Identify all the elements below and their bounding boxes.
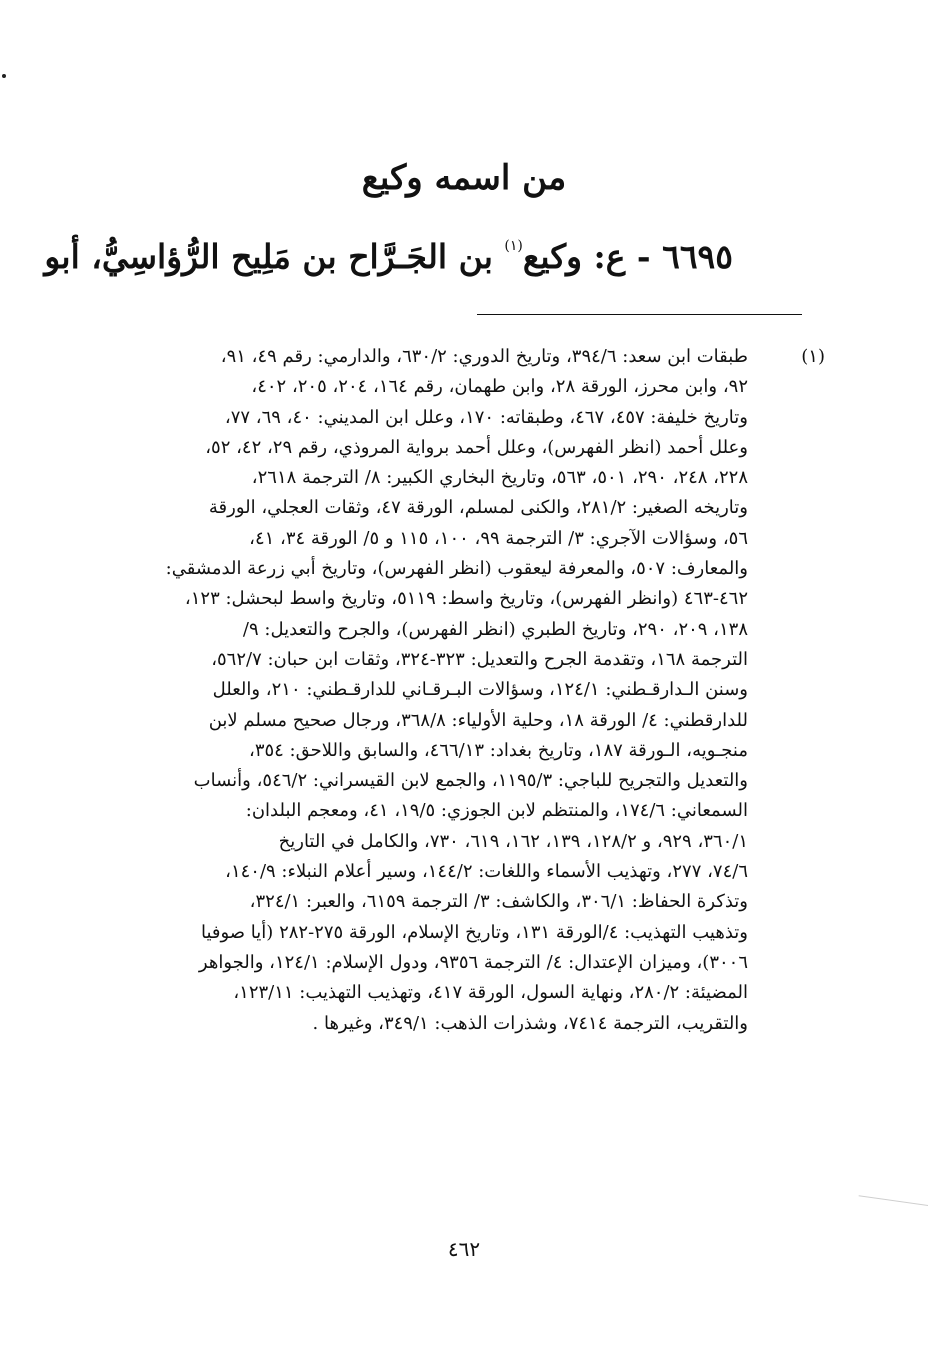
- footnote-line: ٥٦، وسؤالات الآجري: ٣/ الترجمة ٩٩، ١٠٠، ١١٥ و ٥/ الورقة ٣٤، ٤١،: [249, 527, 748, 549]
- footnote-line: وتاريخه الصغير: ٢٨١/٢، والكنى لمسلم، الورقة ٤٧، وثقات العجلي، الورقة: [208, 497, 748, 519]
- footnote-line: السمعاني: ١٧٤/٦، والمنتظم لابن الجوزي: ١٩/٥، ٤١، ومعجم البلدان:: [245, 800, 748, 822]
- footnote-line: والتعديل والتجريح للباجي: ١١٩٥/٣، والجمع لابن القيسراني: ٥٤٦/٢، وأنساب: [193, 770, 748, 792]
- footnote-line: ٤٦٢-٤٦٣ (وانظر الفهرس)، وتاريخ واسط: ٥١١٩، وتاريخ واسط لبحشل: ١٢٣،: [184, 588, 748, 610]
- page-number: ٤٦٢: [447, 1237, 481, 1261]
- footnote-line: ٣٦٠/١، ٩٢٩، و ١٢٨/٢، ١٣٩، ١٦٢، ٦١٩، ٧٣٠، والكامل في التاريخ: [278, 830, 748, 852]
- footnote-separator-rule: [477, 314, 802, 315]
- entry-symbol: ع:: [593, 237, 626, 276]
- footnote-line: ٣٠٠٦)، وميزان الإعتدال: ٤/ الترجمة ٩٣٥٦، ودول الإسلام: ١٢٤/١، والجواهر: [198, 951, 748, 973]
- footnote-line: وتاريخ خليفة: ٤٥٧، ٤٦٧، وطبقاته: ١٧٠، وعلل ابن المديني: ٤٠، ٦٩، ٧٧،: [224, 406, 748, 428]
- section-title: من اسمه وكيع: [361, 158, 567, 198]
- footnote-line: ٩٢، وابن محرز، الورقة ٢٨، وابن طهمان، رقم ١٦٤، ٢٠٤، ٢٠٥، ٤٠٢،: [251, 376, 748, 398]
- entry-separator: -: [636, 237, 651, 276]
- footnote-line: للدارقطني: ٤/ الورقة ١٨، وحلية الأولياء: ٣٦٨/٨، ورجال صحيح مسلم لابن: [208, 709, 748, 731]
- footnote-line: وتذهيب التهذيب: ٤/الورقة ١٣١، وتاريخ الإسلام، الورقة ٢٧٥-٢٨٢ (أيا صوفيا: [200, 921, 748, 943]
- footnote-line: والتقريب، الترجمة ٧٤١٤، وشذرات الذهب: ٣٤٩/١، وغيرها .: [312, 1012, 748, 1034]
- footnote-line: طبقات ابن سعد: ٣٩٤/٦، وتاريخ الدوري: ٦٣٠/٢، والدارمي: رقم ٤٩، ٩١،: [220, 346, 748, 367]
- footnote-line: والمعارف: ٥٠٧، والمعرفة ليعقوب (انظر الفهرس)، وتاريخ أبي زرعة الدمشقي:: [165, 558, 748, 580]
- footnote-body: [103, 342, 748, 1039]
- scan-speck: [2, 74, 6, 78]
- footnote-line: الترجمة ١٦٨، وتقدمة الجرح والتعديل: ٣٢٣-٣٢٤، وثقات ابن حبان: ٥٦٢/٧،: [211, 648, 748, 670]
- entry-number: ٦٦٩٥: [662, 237, 733, 276]
- footnote-line: وتذكرة الحفاظ: ٣٠٦/١، والكاشف: ٣/ الترجمة ٦١٥٩، والعبر: ٣٢٤/١،: [249, 891, 748, 913]
- footnote-line: ١٣٨، ٢٠٩، ٢٩٠، وتاريخ الطبري (انظر الفهرس)، والجرح والتعديل: ٩/: [242, 618, 748, 640]
- footnote-marker: (١): [801, 346, 825, 367]
- footnote-line: وسنن الـدارقـطني: ١٢٤/١، وسؤالات البـرقـاني للدارقـطني: ٢١٠، والعلل: [212, 679, 748, 701]
- entry-heading: [44, 218, 733, 285]
- footnote-line: ٢٢٨، ٢٤٨، ٢٩٠، ٥٠١، ٥٦٣، وتاريخ البخاري الكبير: ٨/ الترجمة ٢٦١٨،: [251, 467, 748, 489]
- entry-footnote-ref: (١): [504, 238, 523, 254]
- scan-artifact-line: [859, 1195, 928, 1206]
- footnote-line: منجـويه، الـورقة ١٨٧، وتاريخ بغداد: ٤٦٦/١٣، والسابق واللاحق: ٣٥٤،: [249, 739, 748, 761]
- footnote-line: المضيئة: ٢٨٠/٢، ونهاية السول، الورقة ٤١٧، وتهذيب التهذيب: ١٢٣/١١،: [233, 982, 748, 1004]
- entry-name: وكيع: [522, 237, 583, 276]
- footnote-line: ٧٤/٦، ٢٧٧، وتهذيب الأسماء واللغات: ١٤٤/٢، وسير أعلام النبلاء: ١٤٠/٩،: [225, 861, 748, 883]
- footnote-line: وعلل أحمد (انظر الفهرس)، وعلل أحمد برواية المروذي، رقم ٢٩، ٤٢، ٥٢،: [205, 436, 748, 458]
- entry-lineage: بن الجَـرَّاح بن مَلِيح الرُّؤاسِيُّ، أبو: [44, 237, 493, 276]
